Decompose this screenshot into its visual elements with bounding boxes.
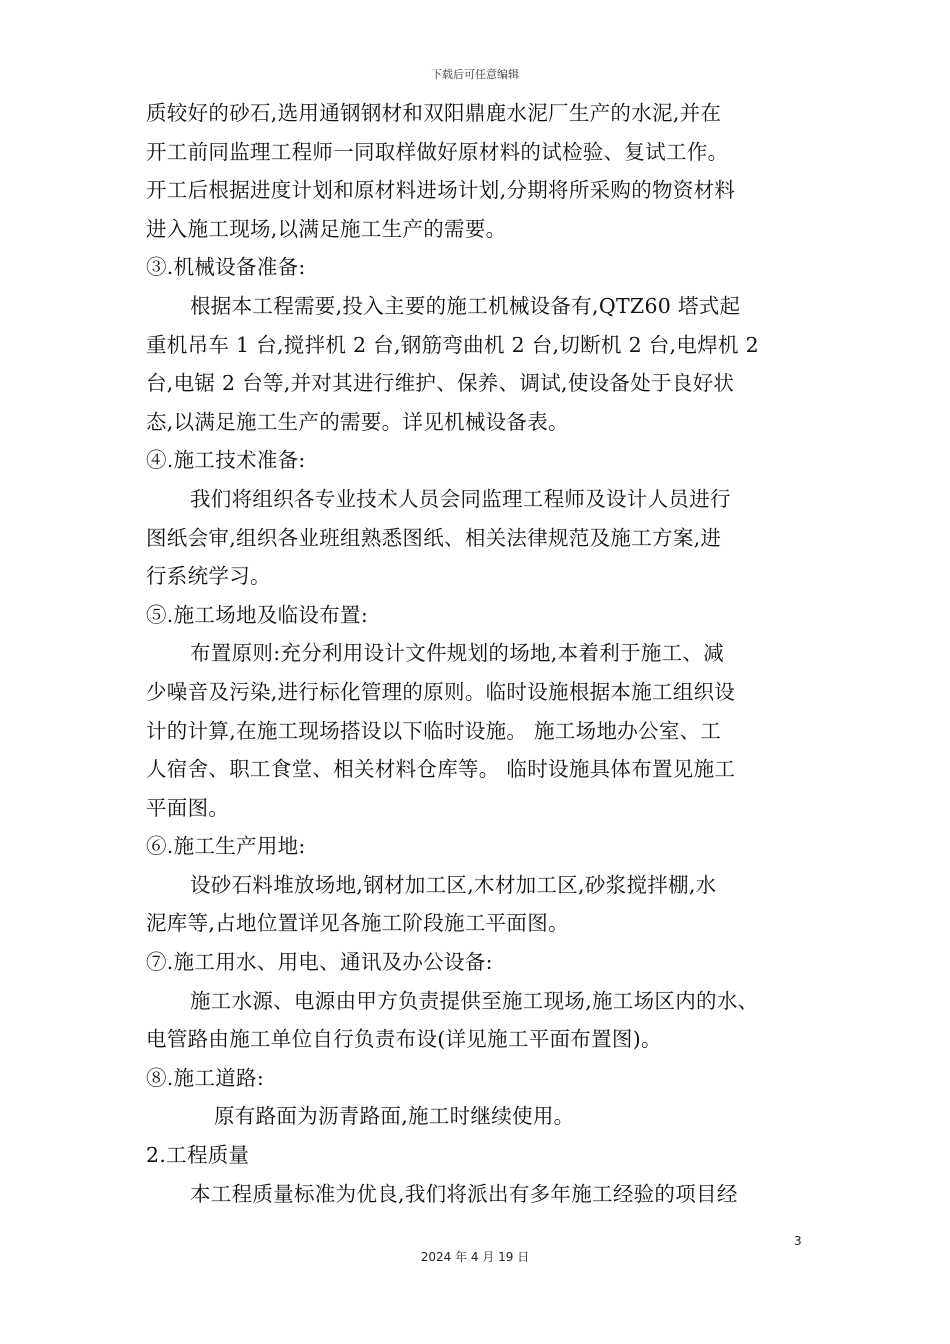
text-line: 我们将组织各专业技术人员会同监理工程师及设计人员进行 bbox=[190, 486, 731, 511]
text-line: 台,电锯 2 台等,并对其进行维护、保养、调试,使设备处于良好状 bbox=[146, 371, 735, 396]
text-line: 态,以满足施工生产的需要。详见机械设备表。 bbox=[146, 409, 569, 434]
text-line: 行系统学习。 bbox=[146, 564, 271, 589]
text-line: 本工程质量标准为优良,我们将派出有多年施工经验的项目经 bbox=[190, 1181, 738, 1206]
text-line: 进入施工现场,以满足施工生产的需要。 bbox=[146, 216, 507, 241]
text-line: 根据本工程需要,投入主要的施工机械设备有,QTZ60 塔式起 bbox=[190, 293, 741, 318]
text-line: 计的计算,在施工现场搭设以下临时设施。 施工场地办公室、工 bbox=[146, 718, 722, 743]
section-heading-utilities: ⑦.施工用水、用电、通讯及办公设备: bbox=[146, 950, 493, 975]
text-line: 图纸会审,组织各业班组熟悉图纸、相关法律规范及施工方案,进 bbox=[146, 525, 722, 550]
text-line: 平面图。 bbox=[146, 795, 230, 820]
text-line: 人宿舍、职工食堂、相关材料仓库等。 临时设施具体布置见施工 bbox=[146, 757, 736, 782]
section-heading-technical: ④.施工技术准备: bbox=[146, 448, 306, 473]
page-header-note: 下载后可任意编辑 bbox=[431, 68, 519, 81]
section-heading-quality: 2.工程质量 bbox=[146, 1143, 250, 1168]
section-heading-production-land: ⑥.施工生产用地: bbox=[146, 834, 306, 859]
section-heading-roads: ⑧.施工道路: bbox=[146, 1065, 265, 1090]
section-heading-machinery: ③.机械设备准备: bbox=[146, 255, 306, 280]
document-body bbox=[146, 94, 818, 1213]
text-line: 质较好的砂石,选用通钢钢材和双阳鼎鹿水泥厂生产的水泥,并在 bbox=[146, 101, 722, 125]
text-line: 电管路由施工单位自行负责布设(详见施工平面布置图)。 bbox=[146, 1027, 662, 1052]
text-line: 设砂石料堆放场地,钢材加工区,木材加工区,砂浆搅拌棚,水 bbox=[190, 872, 717, 897]
text-line: 布置原则:充分利用设计文件规划的场地,本着利于施工、减 bbox=[190, 641, 725, 666]
text-line: 施工水源、电源由甲方负责提供至施工现场,施工场区内的水、 bbox=[190, 988, 759, 1013]
text-line: 开工后根据进度计划和原材料进场计划,分期将所采购的物资材料 bbox=[146, 178, 736, 203]
text-line: 少噪音及污染,进行标化管理的原则。临时设施根据本施工组织设 bbox=[146, 679, 736, 704]
text-line: 泥库等,占地位置详见各施工阶段施工平面图。 bbox=[146, 911, 569, 936]
page-number: 3 bbox=[794, 1234, 802, 1248]
section-heading-site-layout: ⑤.施工场地及临设布置: bbox=[146, 602, 369, 627]
text-line: 重机吊车 1 台,搅拌机 2 台,钢筋弯曲机 2 台,切断机 2 台,电焊机 2 bbox=[146, 332, 759, 357]
text-line: 原有路面为沥青路面,施工时继续使用。 bbox=[214, 1104, 575, 1129]
footer-date: 2024 年 4 月 19 日 bbox=[420, 1250, 530, 1264]
text-line: 开工前同监理工程师一同取样做好原材料的试检验、复试工作。 bbox=[146, 139, 729, 164]
